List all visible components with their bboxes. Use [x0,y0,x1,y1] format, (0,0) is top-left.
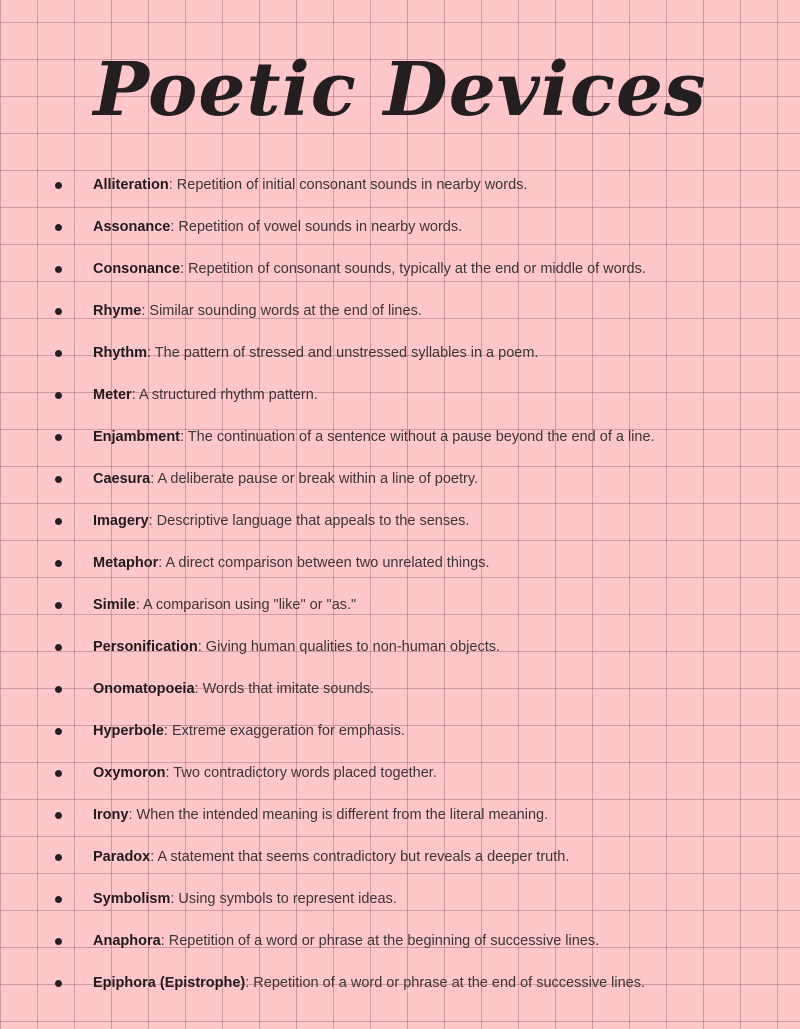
bullet-icon [55,854,62,861]
device-definition: : Using symbols to represent ideas. [170,891,397,907]
device-term: Hyperbole [93,723,164,739]
list-item [0,416,800,458]
device-definition: : A structured rhythm pattern. [131,387,318,403]
device-term: Simile [93,597,136,613]
device-definition: : A comparison using "like" or "as." [135,597,357,613]
device-term: Caesura [93,471,151,487]
list-item [0,962,800,1004]
device-definition: : Repetition of vowel sounds in nearby words. [170,219,463,235]
bullet-icon [55,896,62,903]
list-item [0,878,800,920]
device-definition: : Words that imitate sounds. [194,681,374,697]
list-item [0,206,800,248]
device-definition: : A direct comparison between two unrelated things. [158,555,490,571]
bullet-icon [55,938,62,945]
device-definition: : When the intended meaning is different from the literal meaning. [128,807,549,823]
list-item [0,836,800,878]
bullet-icon [55,560,62,567]
device-definition: : Repetition of a word or phrase at the end of successive lines. [245,975,646,991]
device-definition: : A deliberate pause or break within a line of poetry. [150,471,479,487]
list-item [0,500,800,542]
device-definition: : Two contradictory words placed together. [165,765,437,781]
list-item [0,668,800,710]
bullet-icon [55,644,62,651]
list-item [0,710,800,752]
list-item [0,248,800,290]
bullet-icon [55,518,62,525]
bullet-icon [55,350,62,357]
device-term: Rhythm [93,345,147,361]
bullet-icon [55,728,62,735]
bullet-icon [55,476,62,483]
list-item [0,626,800,668]
device-term: Enjambment [93,429,181,445]
bullet-icon [55,602,62,609]
bullet-icon [55,308,62,315]
list-item [0,332,800,374]
device-definition: : Giving human qualities to non-human objects. [197,639,501,655]
bullet-icon [55,224,62,231]
list-item [0,920,800,962]
bullet-icon [55,980,62,987]
list-item [0,752,800,794]
bullet-icon [55,434,62,441]
device-term: Oxymoron [93,765,166,781]
device-term: Anaphora [93,933,161,949]
device-definition: : Repetition of consonant sounds, typically at the end or middle of words. [180,261,646,277]
device-definition: : Extreme exaggeration for emphasis. [163,723,405,739]
list-item [0,164,800,206]
device-definition: : Repetition of a word or phrase at the beginning of successive lines. [160,933,600,949]
list-item [0,542,800,584]
bullet-icon [55,812,62,819]
device-term: Assonance [93,219,171,235]
poetic-devices-list [0,164,800,1004]
device-term: Irony [93,807,129,823]
device-term: Symbolism [93,891,171,907]
device-definition: : Similar sounding words at the end of lines. [141,303,422,319]
device-term: Imagery [93,513,149,529]
device-term: Epiphora (Epistrophe) [93,975,246,991]
bullet-icon [55,770,62,777]
device-definition: : The continuation of a sentence without a pause beyond the end of a line. [180,429,655,445]
device-term: Metaphor [93,555,159,571]
device-term: Onomatopoeia [93,681,195,697]
bullet-icon [55,686,62,693]
page-title: Poetic Devices [93,47,707,133]
list-item [0,794,800,836]
list-item [0,584,800,626]
device-term: Alliteration [93,177,169,193]
bullet-icon [55,266,62,273]
device-definition: : Repetition of initial consonant sounds in nearby words. [168,177,528,193]
device-term: Rhyme [93,303,142,319]
device-term: Consonance [93,261,181,277]
device-term: Personification [93,639,198,655]
list-item [0,458,800,500]
bullet-icon [55,182,62,189]
list-item [0,290,800,332]
bullet-icon [55,392,62,399]
device-term: Paradox [93,849,151,865]
list-item [0,374,800,416]
device-definition: : The pattern of stressed and unstressed syllables in a poem. [146,345,539,361]
device-definition: : A statement that seems contradictory but reveals a deeper truth. [150,849,570,865]
device-definition: : Descriptive language that appeals to the senses. [148,513,470,529]
device-term: Meter [93,387,132,403]
